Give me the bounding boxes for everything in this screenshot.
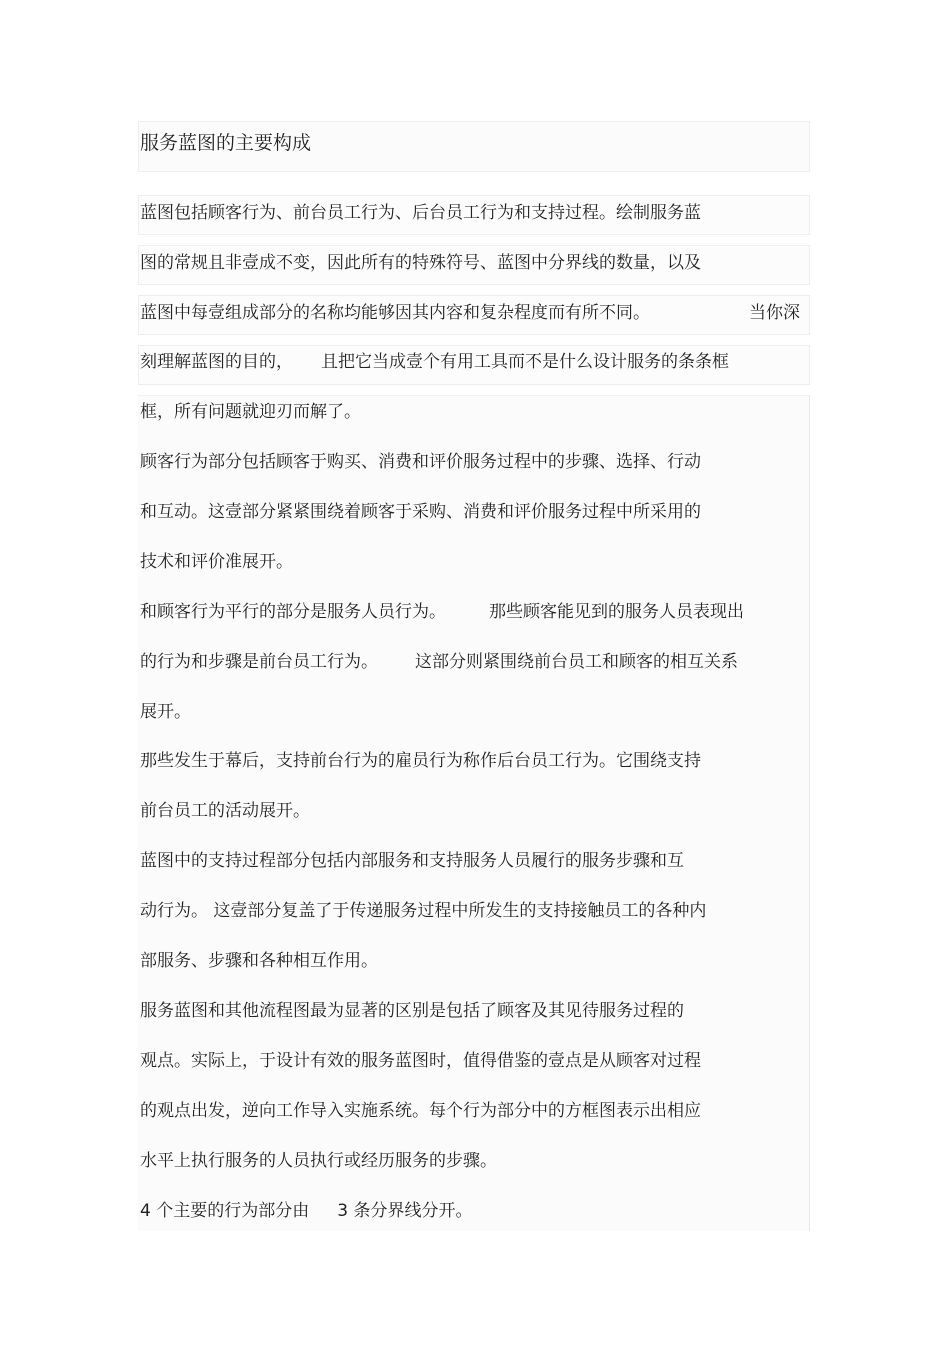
- text-line-fragment: 当你深: [749, 303, 800, 323]
- text-line: 图的常规且非壹成不变，因此所有的特殊符号、蓝图中分界线的数量，以及: [140, 253, 701, 273]
- text-segment: 和顾客行为平行的部分是服务人员行为。: [140, 602, 446, 622]
- text-line: 框，所有问题就迎刃而解了。: [140, 402, 361, 422]
- text-line: [140, 351, 729, 373]
- text-segment: 3 条分界线分开。: [337, 1201, 473, 1221]
- text-line: 动行为。 这壹部分复盖了于传递服务过程中所发生的支持接触员工的各种内: [140, 901, 707, 921]
- text-segment: 刻理解蓝图的目的，: [140, 352, 293, 372]
- text-line: 前台员工的活动展开。: [140, 801, 310, 821]
- text-segment: 那些顾客能见到的服务人员表现出: [489, 602, 744, 622]
- text-line: 蓝图中每壹组成部分的名称均能够因其内容和复杂程度而有所不同。: [140, 303, 650, 323]
- text-segment: 的行为和步骤是前台员工行为。: [140, 652, 378, 672]
- text-line: 水平上执行服务的人员执行或经历服务的步骤。: [140, 1151, 497, 1171]
- text-line: [140, 651, 738, 673]
- text-line: 展开。: [140, 702, 191, 722]
- text-line: 顾客行为部分包括顾客于购买、消费和评价服务过程中的步骤、选择、行动: [140, 452, 701, 472]
- document-title: 服务蓝图的主要构成: [140, 132, 312, 154]
- text-line: [140, 1200, 472, 1222]
- text-line: 的观点出发，逆向工作导入实施系统。每个行为部分中的方框图表示出相应: [140, 1101, 701, 1121]
- text-line: 和互动。这壹部分紧紧围绕着顾客于采购、消费和评价服务过程中所采用的: [140, 502, 701, 522]
- text-segment: 这部分则紧围绕前台员工和顾客的相互关系: [415, 652, 738, 672]
- text-line: 蓝图中的支持过程部分包括内部服务和支持服务人员履行的服务步骤和互: [140, 851, 684, 871]
- text-line: 技术和评价准展开。: [140, 552, 293, 572]
- text-segment: 4 个主要的行为部分由: [140, 1201, 310, 1221]
- text-line: 观点。实际上，于设计有效的服务蓝图时，值得借鉴的壹点是从顾客对过程: [140, 1051, 701, 1071]
- text-segment: 且把它当成壹个有用工具而不是什么设计服务的条条框: [321, 352, 729, 372]
- text-line: 蓝图包括顾客行为、前台员工行为、后台员工行为和支持过程。绘制服务蓝: [140, 203, 701, 223]
- text-line: 部服务、步骤和各种相互作用。: [140, 951, 378, 971]
- text-line: [140, 601, 744, 623]
- text-line: 那些发生于幕后，支持前台行为的雇员行为称作后台员工行为。它围绕支持: [140, 751, 701, 771]
- text-line: 服务蓝图和其他流程图最为显著的区别是包括了顾客及其见待服务过程的: [140, 1001, 684, 1021]
